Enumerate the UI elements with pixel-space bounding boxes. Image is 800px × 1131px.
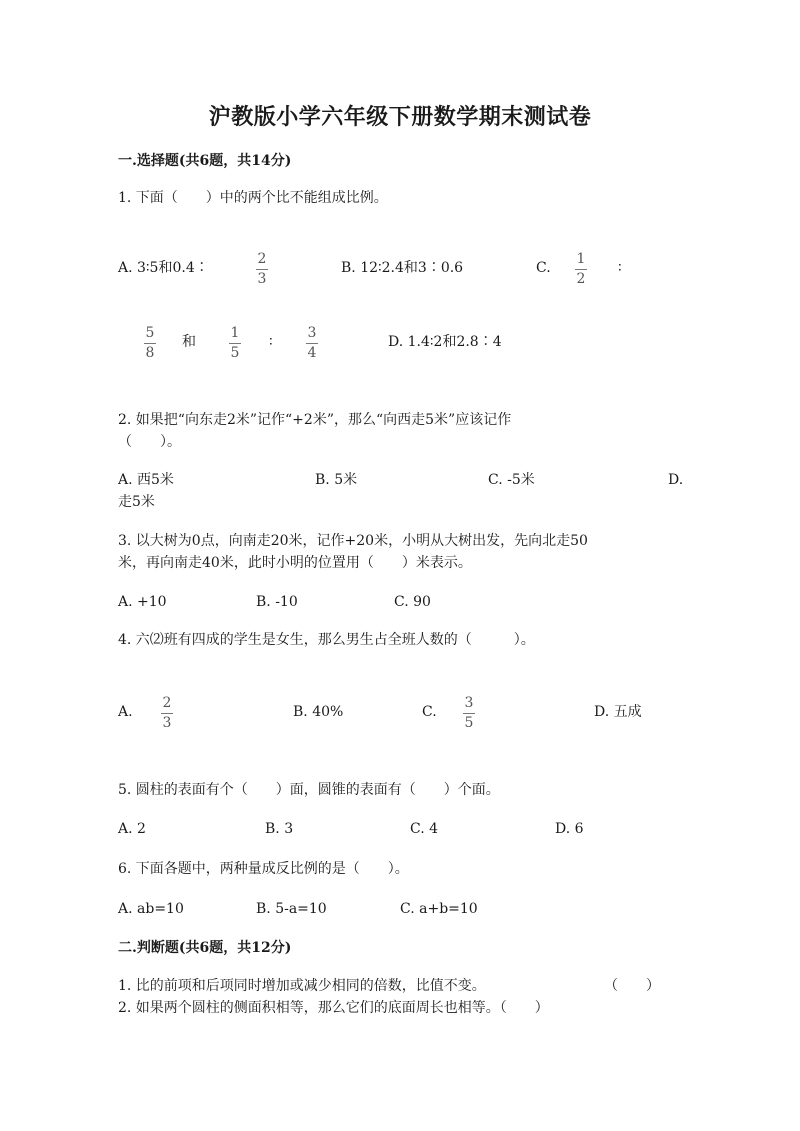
fraction-numerator: 2: [257, 251, 267, 267]
q6-option-c: C. a+b=10: [400, 901, 478, 917]
q3-option-c: C. 90: [394, 594, 431, 610]
q2-option-a: A. 西5米: [118, 472, 174, 488]
q4-option-c-label: C.: [422, 704, 437, 720]
q5-option-a: A. 2: [118, 821, 146, 837]
question-6-stem: 6. 下面各题中，两种量成反比例的是（ ）。: [118, 861, 409, 877]
question-5-stem: 5. 圆柱的表面有个（ ）面，圆锥的表面有（ ）个面。: [118, 782, 500, 798]
q2-option-d-text: 走5米: [118, 494, 155, 510]
fraction-denominator: 4: [307, 345, 317, 361]
question-3-stem-line2: 米，再向南走40米，此时小明的位置用（ ）米表示。: [118, 555, 472, 571]
question-1-stem: 1. 下面（ ）中的两个比不能组成比例。: [118, 190, 388, 206]
fraction-bar: [463, 713, 475, 714]
q2-option-b: B. 5米: [315, 472, 358, 488]
fraction-bar: [256, 269, 268, 270]
q1-option-c-label: C.: [536, 260, 551, 276]
question-4-stem: 4. 六⑵班有四成的学生是女生，那么男生占全班人数的（ ）。: [118, 632, 535, 648]
fraction-numerator: 3: [464, 695, 474, 711]
fraction-numerator: 1: [576, 251, 586, 267]
judgement-question-1: 1. 比的前项和后项同时增加或减少相同的倍数，比值不变。: [118, 978, 486, 994]
page-title: 沪教版小学六年级下册数学期末测试卷: [208, 104, 592, 130]
fraction-denominator: 5: [230, 345, 240, 361]
fraction-bar: [144, 343, 156, 344]
section-heading-choice: 一.选择题(共6题，共14分): [118, 153, 292, 169]
section-heading-judgement: 二.判断题(共6题，共12分): [118, 940, 292, 956]
fraction-denominator: 5: [464, 715, 474, 731]
q2-option-d-label: D.: [668, 472, 684, 488]
q4-option-b: B. 40%: [293, 704, 344, 720]
fraction-denominator: 8: [145, 345, 155, 361]
fraction-bar: [575, 269, 587, 270]
q1-option-c-fraction-3: [229, 326, 241, 361]
q6-option-a: A. ab=10: [118, 901, 184, 917]
q4-option-d: D. 五成: [594, 704, 642, 720]
q5-option-c: C. 4: [410, 821, 439, 837]
fraction-bar: [229, 343, 241, 344]
fraction-numerator: 5: [145, 325, 155, 341]
q6-option-b: B. 5-a=10: [256, 901, 327, 917]
question-3-stem-line1: 3. 以大树为0点，向南走20米，记作+20米，小明从大树出发，先向北走50: [118, 533, 588, 549]
question-2-stem-line2: （ ）。: [118, 434, 181, 450]
judgement-question-2: 2. 如果两个圆柱的侧面积相等，那么它们的底面周长也相等。（ ）: [118, 1000, 549, 1016]
q1-option-c-and: 和: [182, 334, 196, 350]
fraction-numerator: 1: [230, 325, 240, 341]
q1-option-d: D. 1.4∶2和2.8∶4: [388, 334, 502, 350]
judgement-question-1-answer-paren: （ ）: [604, 978, 660, 994]
fraction-denominator: 2: [576, 271, 586, 287]
fraction-numerator: 3: [307, 325, 317, 341]
q1-option-b: B. 12∶2.4和3∶0.6: [341, 260, 464, 276]
q1-option-a: A. 3∶5和0.4∶: [118, 260, 209, 276]
q1-option-a-fraction: [256, 252, 268, 287]
fraction-denominator: 3: [257, 271, 267, 287]
q5-option-b: B. 3: [265, 821, 294, 837]
question-2-stem-line1: 2. 如果把“向东走2米”记作“+2米”，那么“向西走5米”应该记作: [118, 412, 512, 428]
q1-option-c-fraction-2: [144, 326, 156, 361]
q1-option-c-fraction-1: [575, 252, 587, 287]
q4-option-a-fraction: [161, 696, 173, 731]
fraction-bar: [306, 343, 318, 344]
q5-option-d: D. 6: [555, 821, 584, 837]
fraction-numerator: 2: [162, 695, 172, 711]
q2-option-c: C. -5米: [488, 472, 535, 488]
q3-option-b: B. -10: [256, 594, 298, 610]
fraction-bar: [161, 713, 173, 714]
q4-option-c-fraction: [463, 696, 475, 731]
q3-option-a: A. +10: [118, 594, 167, 610]
fraction-denominator: 3: [162, 715, 172, 731]
q1-option-c-colon-2: ∶: [269, 334, 273, 350]
q1-option-c-colon: ∶: [618, 260, 622, 276]
q1-option-c-fraction-4: [306, 326, 318, 361]
q4-option-a-label: A.: [118, 704, 133, 720]
